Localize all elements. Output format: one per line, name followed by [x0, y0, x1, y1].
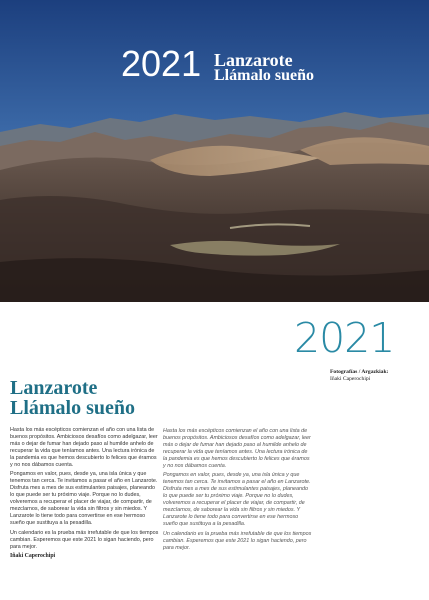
credit-label: Fotografías / Argazkiak:: [330, 369, 389, 375]
cover-subtitle: Llámalo sueño: [214, 67, 315, 84]
paragraph: Hasta los más escépticos comienzan el año con una lista de buenos propósitos. Ambiciosos desafíos como adelgazar, leer más o dejar de fumar han dejado paso al humilde anhelo de recuperar la vida que teníamos antes. Una lectura irónica de la pandemia es que hemos descubierto lo felices que éramos y no nos dábamos cuenta.: [10, 427, 158, 468]
page-title: Lanzarote: [10, 377, 98, 399]
cover-title: Lanzarote: [214, 50, 293, 70]
year-heading: 2021: [294, 314, 395, 362]
cover-year: 2021: [121, 43, 202, 84]
photo-credit: [330, 369, 388, 383]
page-subtitle: Llámalo sueño: [10, 397, 136, 419]
paragraph: Hasta los más escépticos comienzan el año con una lista de buenos propósitos. Ambiciosos desafíos como adelgazar, leer más o dejar de fumar han dejado paso al humilde anhelo de recuperar la vida que teníamos antes. Una lectura irónica de la pandemia es que hemos descubierto lo felices que éramos y no nos dábamos cuenta.: [163, 428, 311, 469]
text-column-secondary: [163, 428, 313, 554]
paragraph: Un calendario es la prueba más irrefutable de que los tiempos cambian. Esperemos que este 2021 lo sigan haciendo, pero para mejor.: [10, 529, 159, 550]
author-signature: Iñaki Caperochipi: [10, 553, 56, 560]
text-column-spanish: [10, 427, 160, 560]
credit-name: Iñaki Caperochipi: [330, 376, 371, 382]
paragraph: Pongamos en valor, pues, desde ya, una isla única y que tenemos tan cerca. Te invitamos a pasar el año en Lanzarote. Disfruta mes a mes de sus estimulantes paisajes, planeando lo que puede ser tu próximo viaje. Porque no lo dudes, volveremos a recuperar el placer de viajar, de compartir, de mezclarnos, de saborear la vida sin filtros y sin miedos. Y Lanzarote lo tiene todo para convertirse en ese hermoso sueño que sustituya a la pesadilla.: [163, 472, 311, 527]
paragraph: Pongamos en valor, pues, desde ya, una isla única y que tenemos tan cerca. Te invitamos a pasar el año en Lanzarote. Disfruta mes a mes de sus estimulantes paisajes, planeando lo que puede ser tu próximo viaje. Porque no lo dudes, volveremos a recuperar el placer de viajar, de compartir, de mezclarnos, de saborear la vida sin filtros y sin miedos. Y Lanzarote lo tiene todo para convertirse en ese hermoso sueño que sustituya a la pesadilla.: [10, 471, 158, 526]
paragraph: Un calendario es la prueba más irrefutable de que los tiempos cambian. Esperemos que este 2021 lo sigan haciendo, pero para mejor.: [163, 530, 312, 551]
